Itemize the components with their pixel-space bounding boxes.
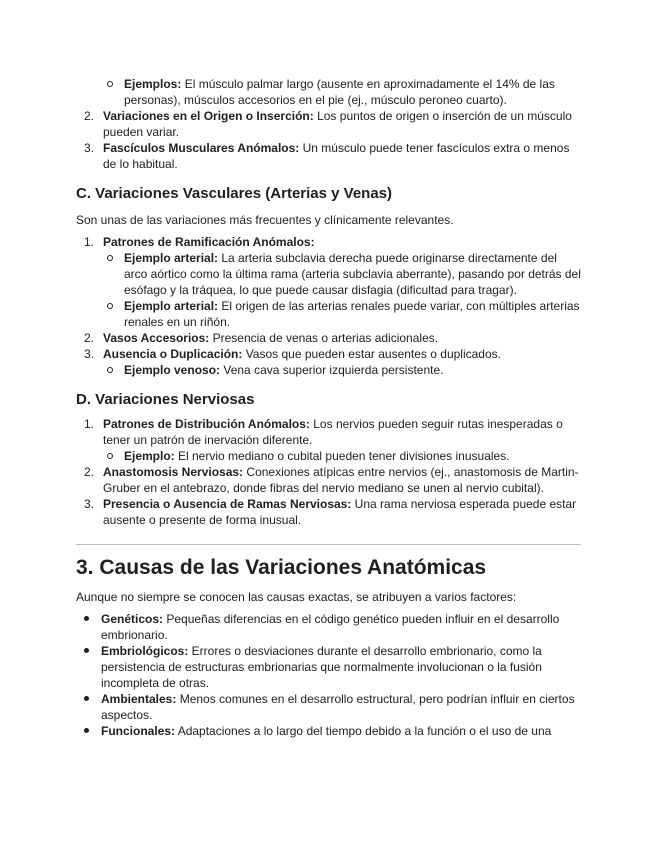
continued-example-list [76,76,581,108]
item-label: Ejemplo arterial: [124,251,219,265]
list-item [76,140,581,172]
item-text: Los puntos de origen o inserción de un músculo pueden variar. [103,109,572,139]
section-heading: C. Variaciones Vasculares (Arterias y Venas) [76,185,393,202]
item-text: Errores o desviaciones durante el desarrollo embrionario, como la persistencia de estructuras embrionarias que normalmente involucionan o la fusión incompleta de otras. [101,644,542,690]
section-intro: Son unas de las variaciones más frecuentes y clínicamente relevantes. [76,213,454,227]
item-text: Vasos que pueden estar ausentes o duplicados. [242,347,501,361]
muscle-variations-list [76,108,581,172]
hollow-bullet-icon [107,303,113,309]
item-number: 3. [84,141,95,155]
item-text: Presencia de venas o arterias adicionales. [209,331,439,345]
sub-list-item [103,448,581,464]
list-item [76,691,581,723]
sub-list-item [103,362,581,378]
item-label: Funcionales: [101,724,176,738]
item-text: Una rama nerviosa esperada puede estar ausente o presente de forma inusual. [103,497,577,527]
item-text: El músculo palmar largo (ausente en aproximadamente el 14% de las personas), músculos accesorios en el pie (ej., músculo peroneo cuarto). [124,77,555,107]
item-number: 2. [84,465,95,479]
item-label: Fascículos Musculares Anómalos: [103,141,300,155]
section-intro: Aunque no siempre se conocen las causas exactas, se atribuyen a varios factores: [76,590,517,604]
item-number: 3. [84,347,95,361]
item-text: Adaptaciones a lo largo del tiempo debido a la función o el uso de una [175,724,552,738]
item-label: Genéticos: [101,612,164,626]
item-number: 1. [84,235,95,249]
bullet-icon [84,728,89,733]
section-heading: D. Variaciones Nerviosas [76,391,255,408]
item-label: Patrones de Distribución Anómalos: [103,417,310,431]
item-text: El origen de las arterias renales puede variar, con múltiples arterias renales en un riñón. [124,299,580,329]
list-item [76,108,581,140]
document-body [76,76,581,739]
item-number: 3. [84,497,95,511]
item-label: Ejemplo venoso: [124,363,221,377]
item-label: Ambientales: [101,692,177,706]
item-label: Patrones de Ramificación Anómalos: [103,235,315,249]
sub-list-item [103,298,581,330]
item-text: Menos comunes en el desarrollo estructural, pero podrían influir en ciertos aspectos. [101,692,575,722]
item-text: Un músculo puede tener fascículos extra o menos de lo habitual. [103,141,570,171]
item-text: El nervio mediano o cubital pueden tener divisiones inusuales. [174,449,510,463]
item-label: Ejemplo arterial: [124,299,219,313]
hollow-bullet-icon [107,81,113,87]
list-item [76,416,581,464]
item-number: 1. [84,417,95,431]
hollow-bullet-icon [107,255,113,261]
list-item [76,611,581,643]
item-text: Conexiones atípicas entre nervios (ej., anastomosis de Martin-Gruber en el antebrazo, donde fibras del nervio mediano se unen al nervio cubital). [103,465,579,495]
sub-list [103,448,581,464]
vascular-variations-list [76,234,581,378]
sub-list [103,250,581,330]
list-item [76,723,581,739]
item-text: Pequeñas diferencias en el código genético pueden influir en el desarrollo embrionario. [101,612,560,642]
hollow-bullet-icon [107,453,113,459]
item-label: Variaciones en el Origen o Inserción: [103,109,314,123]
sub-list-item [103,250,581,298]
list-item [76,464,581,496]
list-item [76,330,581,346]
nerve-variations-list [76,416,581,528]
item-label: Ejemplos: [124,77,182,91]
list-item [76,234,581,330]
item-label: Embriológicos: [101,644,189,658]
bullet-icon [84,616,89,621]
chapter-heading: 3. Causas de las Variaciones Anatómicas [76,556,487,579]
section-divider [76,544,581,545]
bullet-icon [84,648,89,653]
list-item [76,76,581,108]
list-item [76,346,581,378]
item-label: Ausencia o Duplicación: [103,347,243,361]
item-number: 2. [84,331,95,345]
list-item [76,496,581,528]
item-label: Anastomosis Nerviosas: [103,465,244,479]
item-label: Vasos Accesorios: [103,331,210,345]
item-text: La arteria subclavia derecha puede originarse directamente del arco aórtico como la última rama (arteria subclavia aberrante), pasando por detrás del esófago y la tráquea, lo que puede causar disfagia (dificultad para tragar). [124,251,581,297]
item-number: 2. [84,109,95,123]
item-text: Vena cava superior izquierda persistente. [220,363,444,377]
item-text: Los nervios pueden seguir rutas inesperadas o tener un patrón de inervación diferente. [103,417,563,447]
causes-list [76,611,581,739]
sub-list [103,362,581,378]
item-label: Presencia o Ausencia de Ramas Nerviosas: [103,497,352,511]
list-item [76,643,581,691]
item-label: Ejemplo: [124,449,175,463]
bullet-icon [84,696,89,701]
hollow-bullet-icon [107,367,113,373]
